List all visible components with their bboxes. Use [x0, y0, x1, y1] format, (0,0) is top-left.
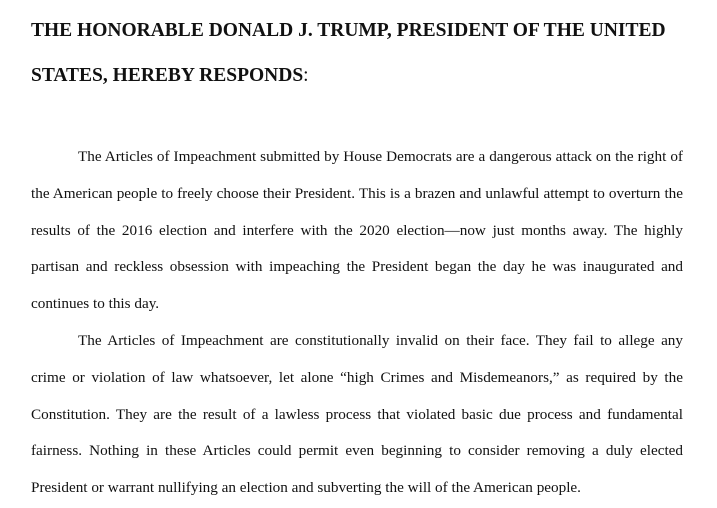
heading-line-1: THE HONORABLE DONALD J. TRUMP, PRESIDENT OF THE UNITED — [31, 20, 666, 41]
heading-line-2 — [31, 65, 691, 87]
heading-colon: : — [303, 65, 309, 86]
paragraph-1: The Articles of Impeachment submitted by House Democrats are a dangerous attack on the right of the American people to freely choose their President. This is a brazen and unlawful attempt to overturn the results of the 2016 election and interfere with the 2020 election—now just months away. The highly partisan and reckless obsession with impeaching the President began the day he was inaugurated and continues to this day. — [31, 148, 683, 313]
heading-line-2-text: STATES, HEREBY RESPONDS — [31, 65, 304, 86]
paragraph-2: The Articles of Impeachment are constitutionally invalid on their face. They fail to allege any crime or violation of law whatsoever, let alone “high Crimes and Misdemeanors,” as required by the Constitution. They are the result of a lawless process that violated basic due process and fundamental fairness. Nothing in these Articles could permit even beginning to consider removing a duly elected President or warrant nullifying an election and subverting the will of the American people. — [31, 332, 683, 497]
